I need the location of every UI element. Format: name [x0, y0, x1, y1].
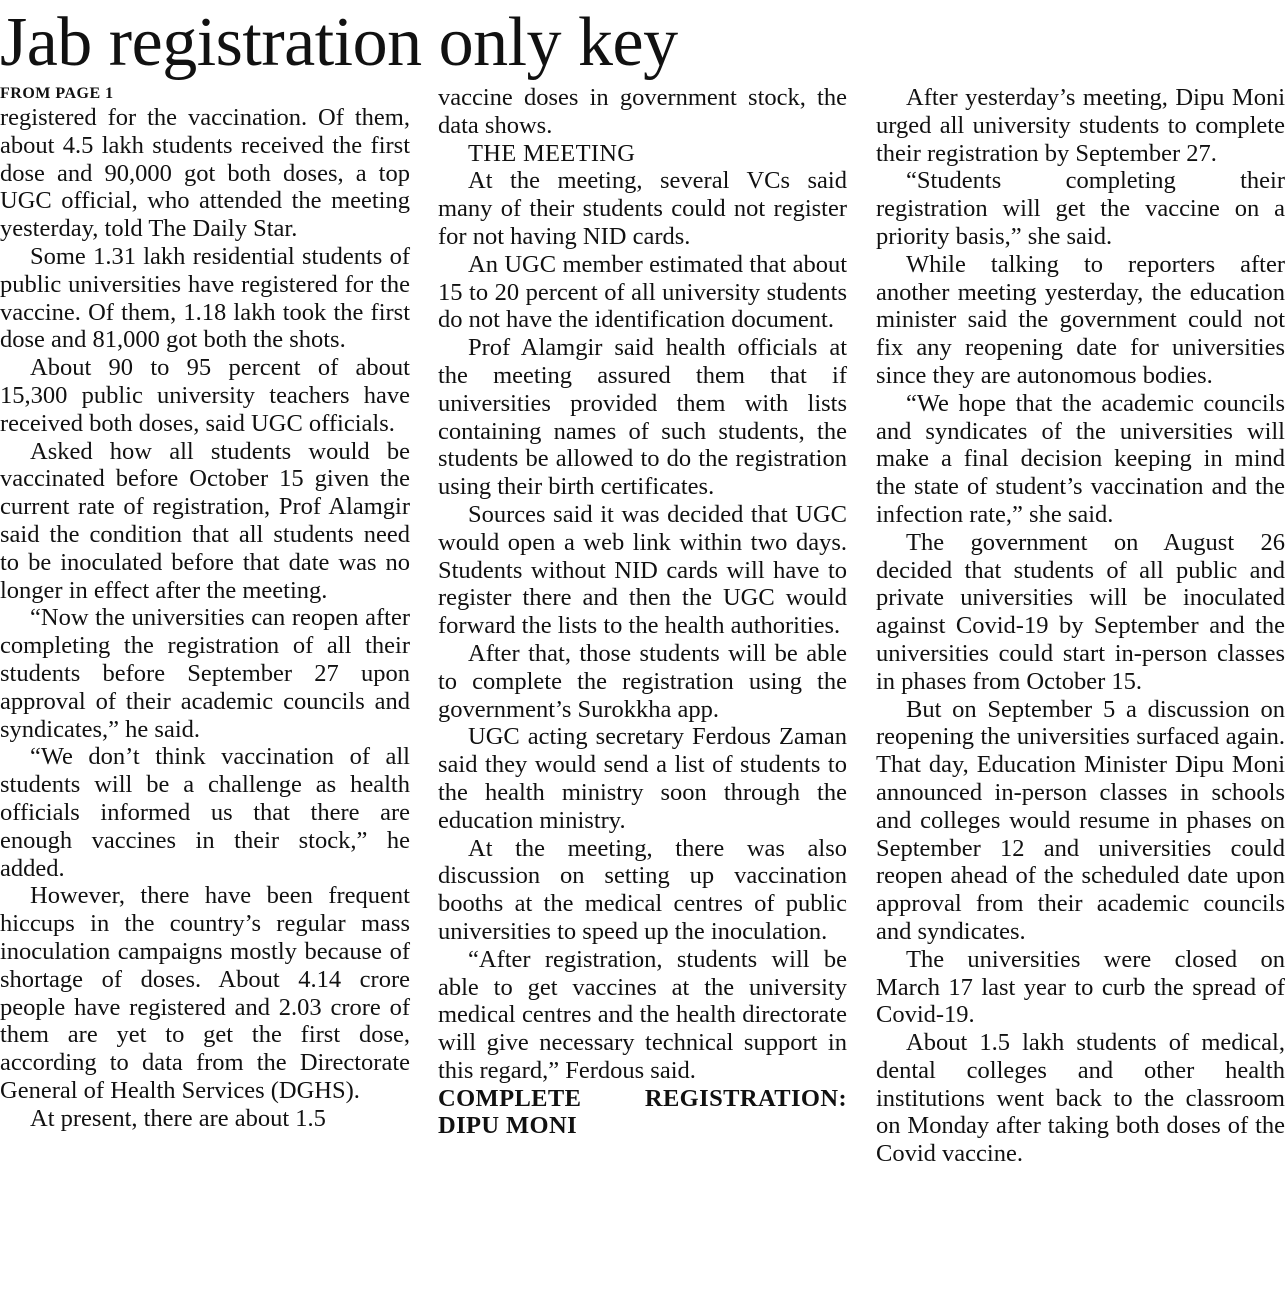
paragraph: The universities were closed on March 17 last year to curb the spread of Covid-19.: [876, 945, 1285, 1029]
paragraph: Sources said it was decided that UGC would open a web link within two days. Students without NID cards will have to register there and then the UGC would forward the lists to the health authorities.: [438, 500, 847, 640]
paragraph: The government on August 26 decided that students of all public and private universities will be inoculated against Covid-19 by September and the universities could start in-person classes in phases from October 15.: [876, 528, 1285, 695]
paragraph: However, there have been frequent hiccups in the country’s regular mass inoculation campaigns mostly because of shortage of doses. About 4.14 crore people have registered and 2.03 crore of them are yet to get the first dose, according to data from the Directorate General of Health Services (DGHS).: [0, 882, 410, 1104]
paragraph: “Now the universities can reopen after completing the registration of all their students before September 27 upon approval of their academic councils and syndicates,” he said.: [0, 604, 410, 743]
subhead-complete-registration: COMPLETE REGISTRATION: DIPU MONI: [438, 1084, 847, 1140]
paragraph: “We hope that the academic councils and syndicates of the universities will make a final decision keeping in mind the state of student’s vaccination and the infection rate,” she said.: [876, 389, 1285, 528]
paragraph: After yesterday’s meeting, Dipu Moni urged all university students to complete their registration by September 27.: [876, 84, 1285, 167]
paragraph: About 1.5 lakh students of medical, dental colleges and other health institutions went back to the classroom on Monday after taking both doses of the Covid vaccine.: [876, 1029, 1285, 1168]
paragraph: “After registration, students will be able to get vaccines at the university medical centres and the health directorate will give necessary technical support in this regard,” Ferdous said.: [438, 945, 847, 1084]
paragraph: “We don’t think vaccination of all students will be a challenge as health officials informed us that there are enough vaccines in their stock,” he added.: [0, 743, 410, 882]
paragraph: About 90 to 95 percent of about 15,300 public university teachers have received both doses, said UGC officials.: [0, 354, 410, 437]
article-column-1: [0, 84, 410, 1132]
paragraph: At the meeting, several VCs said many of their students could not register for not having NID cards.: [438, 167, 847, 250]
continued-from-label: FROM PAGE 1: [0, 85, 114, 102]
paragraph: While talking to reporters after another meeting yesterday, the education minister said the government could not fix any reopening date for universities since they are autonomous bodies.: [876, 250, 1285, 389]
paragraph: An UGC member estimated that about 15 to 20 percent of all university students do not have the identification document.: [438, 250, 847, 334]
paragraph: At the meeting, there was also discussion on setting up vaccination booths at the medical centres of public universities to speed up the inoculation.: [438, 834, 847, 945]
paragraph: registered for the vaccination. Of them, about 4.5 lakh students received the first dose and 90,000 got both doses, a top UGC official, who attended the meeting yesterday, told The Daily Star.: [0, 104, 410, 243]
paragraph: After that, those students will be able to complete the registration using the government’s Surokkha app.: [438, 639, 847, 723]
paragraph: Prof Alamgir said health officials at the meeting assured them that if universities provided them with lists containing names of such students, the students be allowed to do the registration using their birth certificates.: [438, 334, 847, 501]
paragraph: vaccine doses in government stock, the data shows.: [438, 84, 847, 139]
paragraph: At present, there are about 1.5: [30, 1104, 326, 1132]
headline: Jab registration only key: [0, 4, 678, 81]
article-column-3: [876, 84, 1285, 1168]
paragraph: But on September 5 a discussion on reopening the universities surfaced again. That day, Education Minister Dipu Moni announced in-person classes in schools and colleges would resume in phases on September 12 and universities could reopen ahead of the scheduled date upon approval from their academic councils and syndicates.: [876, 695, 1285, 945]
paragraph: Some 1.31 lakh residential students of public universities have registered for the vaccine. Of them, 1.18 lakh took the first dose and 81,000 got both the shots.: [0, 242, 410, 354]
paragraph: UGC acting secretary Ferdous Zaman said they would send a list of students to the health ministry soon through the education ministry.: [438, 723, 847, 834]
subhead-the-meeting: THE MEETING: [468, 139, 636, 167]
paragraph: “Students completing their registration will get the vaccine on a priority basis,” she said.: [876, 167, 1285, 250]
article-column-2: [438, 84, 847, 1140]
paragraph: Asked how all students would be vaccinated before October 15 given the current rate of registration, Prof Alamgir said the condition that all students need to be inoculated before that date was no longer in effect after the meeting.: [0, 437, 410, 604]
